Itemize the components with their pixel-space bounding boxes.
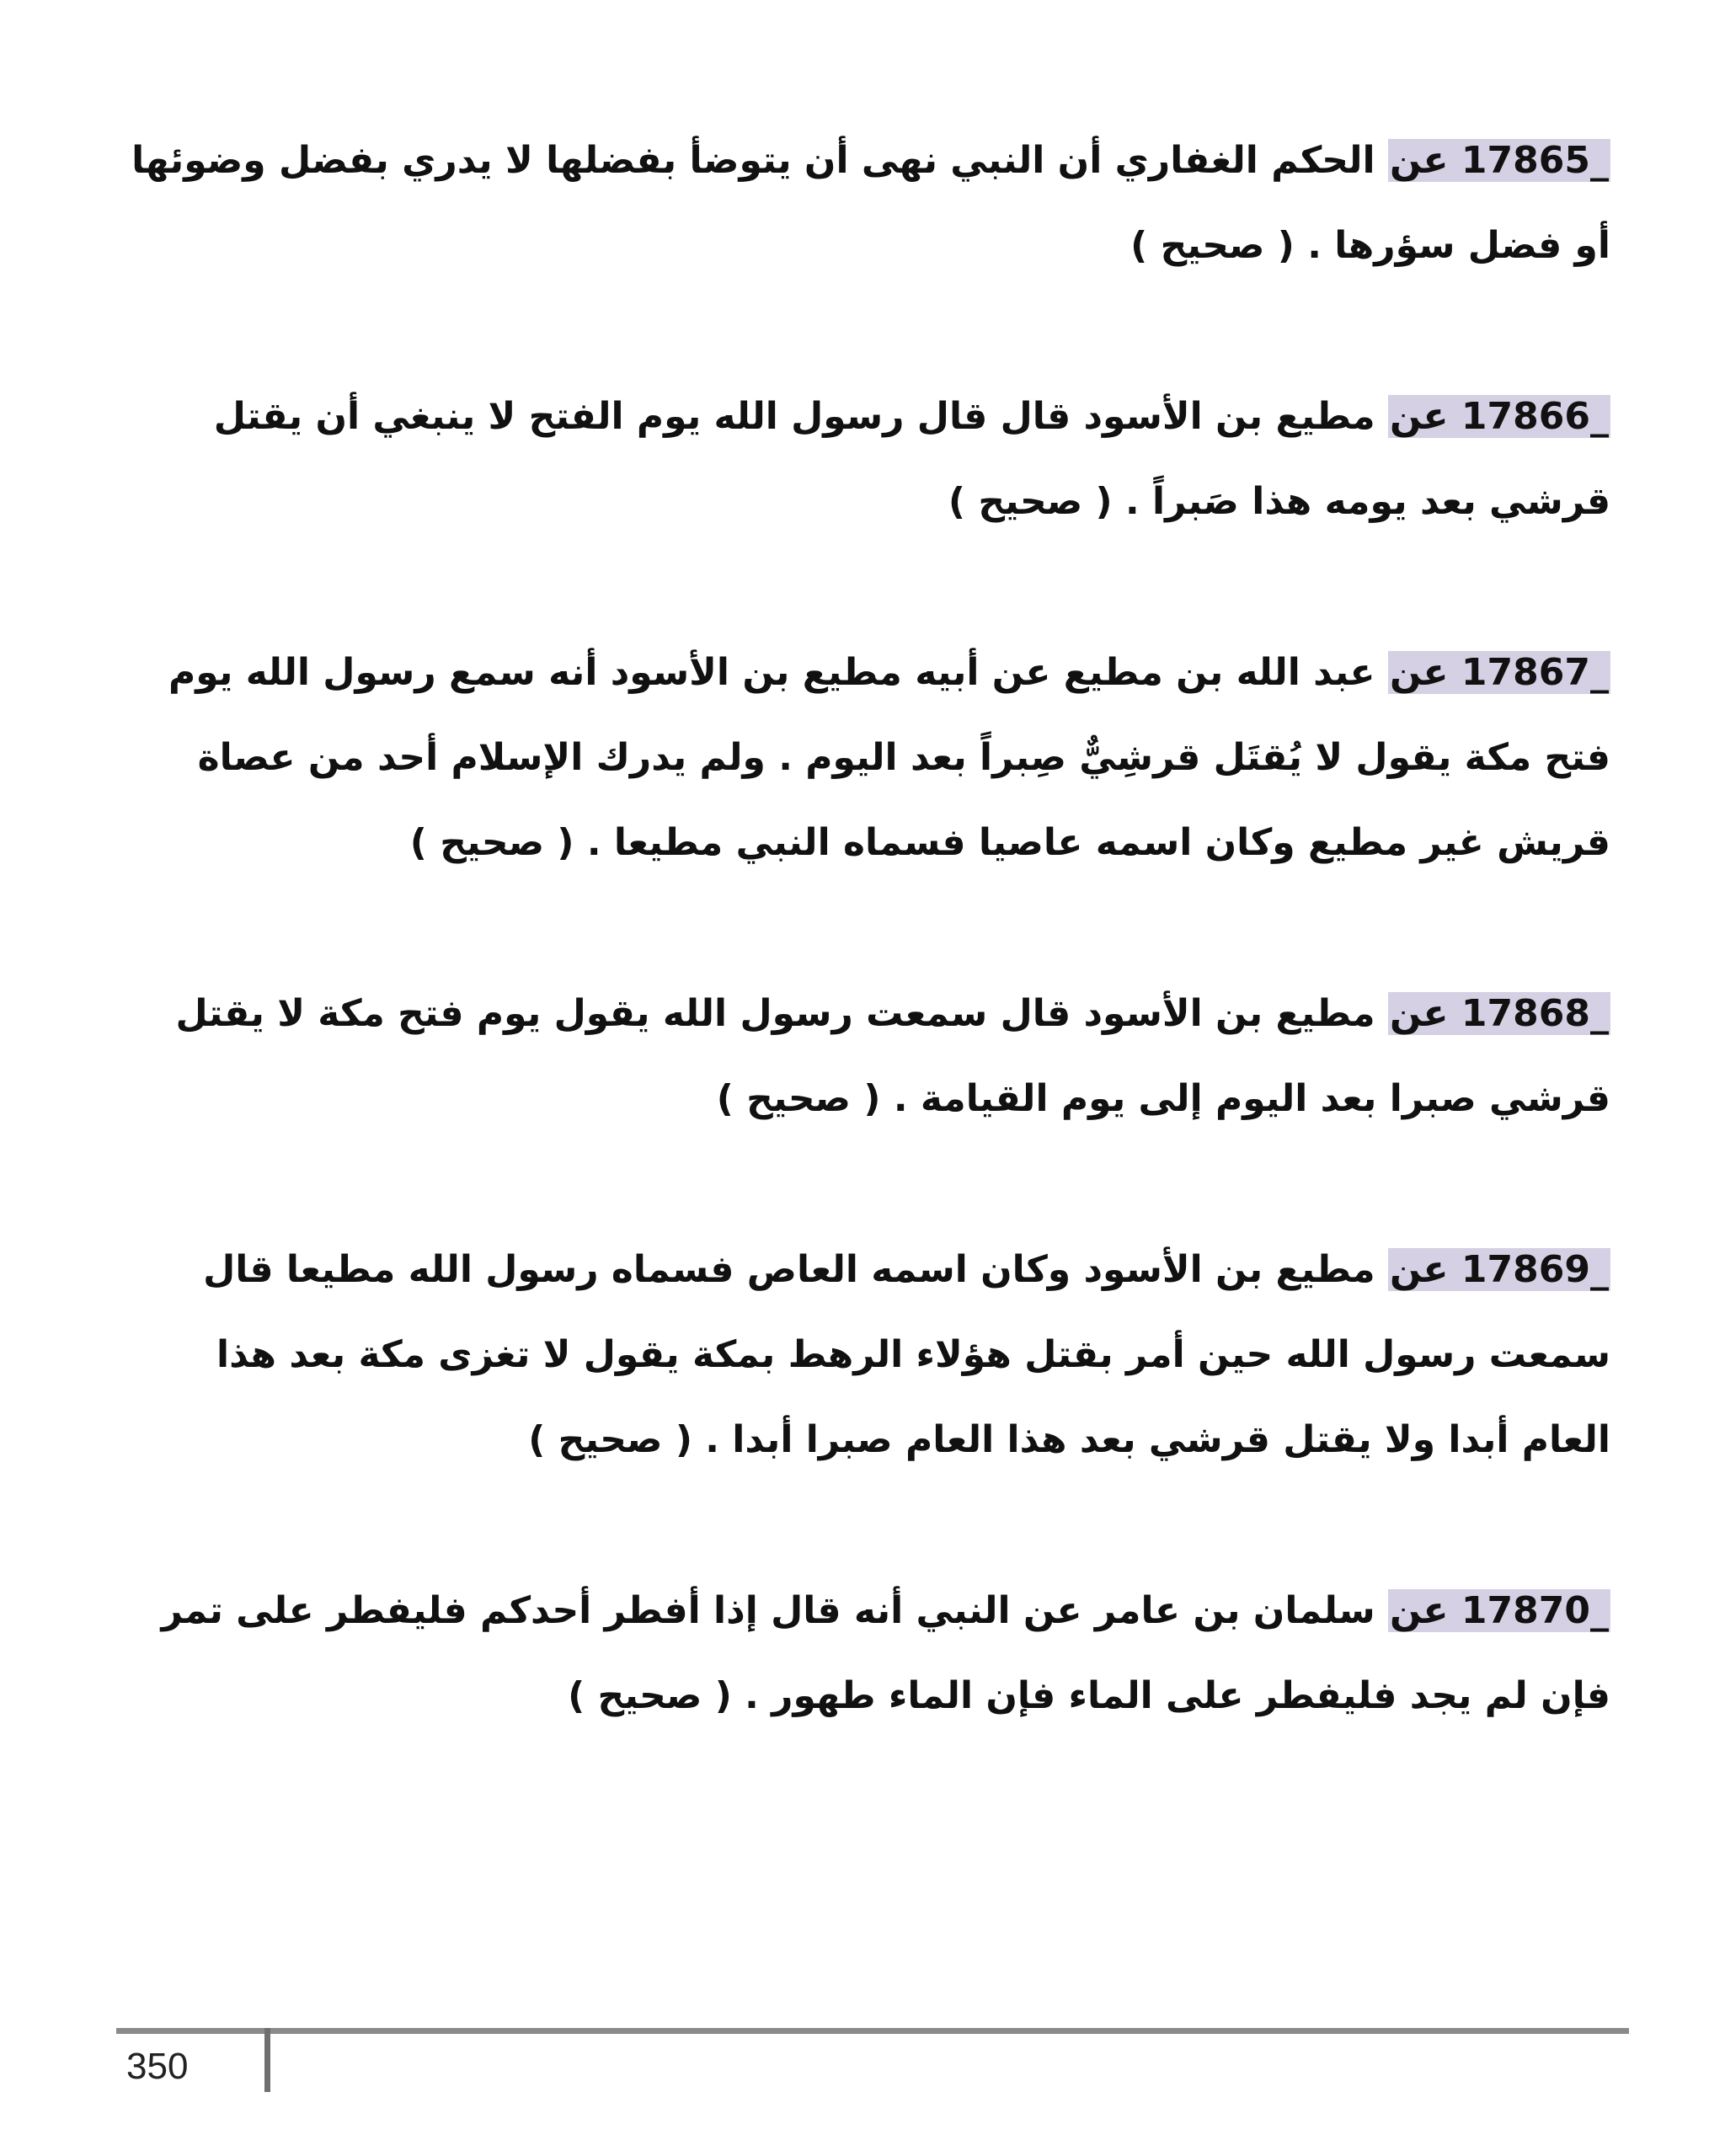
hadith-prefix: عن bbox=[1389, 395, 1449, 438]
hadith-text: مطيع بن الأسود وكان اسمه العاص فسماه رسول الله مطيعا قال سمعت رسول الله حين أمر بقتل هؤلاء الرهط بمكة يقول لا تغزى مكة بعد هذا العام أبدا ولا يقتل قرشي بعد هذا العام صبرا أبدا . ( صحيح ) bbox=[203, 1248, 1610, 1461]
hadith-prefix: عن bbox=[1389, 1589, 1449, 1632]
hadith-number: 17867_ bbox=[1461, 651, 1609, 694]
hadith-highlight bbox=[1388, 395, 1610, 438]
page-number: 350 bbox=[126, 2046, 189, 2087]
hadith-text: مطيع بن الأسود قال قال رسول الله يوم الفتح لا ينبغي أن يقتل قرشي بعد يومه هذا صَبراً . ( صحيح ) bbox=[213, 395, 1610, 523]
hadith-text: عبد الله بن مطيع عن أبيه مطيع بن الأسود أنه سمع رسول الله يوم فتح مكة يقول لا يُقتَل قرشِيٌّ صِبراً بعد اليوم . ولم يدرك الإسلام أحد من عصاة قريش غير مطيع وكان اسمه عاصيا فسماه النبي مطيعا . ( صحيح ) bbox=[168, 651, 1610, 864]
hadith-prefix: عن bbox=[1389, 139, 1449, 182]
footer-divider-tick bbox=[264, 2028, 270, 2092]
hadith-text: مطيع بن الأسود قال سمعت رسول الله يقول يوم فتح مكة لا يقتل قرشي صبرا بعد اليوم إلى يوم القيامة . ( صحيح ) bbox=[175, 992, 1610, 1120]
hadith-text: الحكم الغفاري أن النبي نهى أن يتوضأ بفضلها لا يدري بفضل وضوئها أو فضل سؤرها . ( صحيح ) bbox=[131, 139, 1610, 267]
hadith-prefix: عن bbox=[1389, 992, 1449, 1035]
hadith-number: 17870_ bbox=[1461, 1589, 1609, 1632]
hadith-highlight bbox=[1388, 139, 1610, 182]
hadith-prefix: عن bbox=[1389, 651, 1449, 694]
hadith-list bbox=[126, 118, 1610, 1824]
hadith-text: سلمان بن عامر عن النبي أنه قال إذا أفطر أحدكم فليفطر على تمر فإن لم يجد فليفطر على الماء فإن الماء طهور . ( صحيح ) bbox=[161, 1589, 1610, 1717]
footer-rule bbox=[116, 2028, 1629, 2034]
hadith-entry bbox=[126, 971, 1610, 1141]
hadith-highlight bbox=[1388, 1248, 1610, 1291]
hadith-highlight bbox=[1388, 992, 1610, 1035]
hadith-number: 17866_ bbox=[1461, 395, 1609, 438]
hadith-entry bbox=[126, 630, 1610, 885]
hadith-highlight bbox=[1388, 1589, 1610, 1632]
hadith-entry bbox=[126, 1227, 1610, 1482]
hadith-number: 17868_ bbox=[1461, 992, 1609, 1035]
hadith-entry bbox=[126, 118, 1610, 288]
hadith-number: 17869_ bbox=[1461, 1248, 1609, 1291]
hadith-number: 17865_ bbox=[1461, 139, 1609, 182]
hadith-entry bbox=[126, 374, 1610, 544]
hadith-highlight bbox=[1388, 651, 1610, 694]
hadith-entry bbox=[126, 1568, 1610, 1738]
hadith-prefix: عن bbox=[1389, 1248, 1449, 1291]
